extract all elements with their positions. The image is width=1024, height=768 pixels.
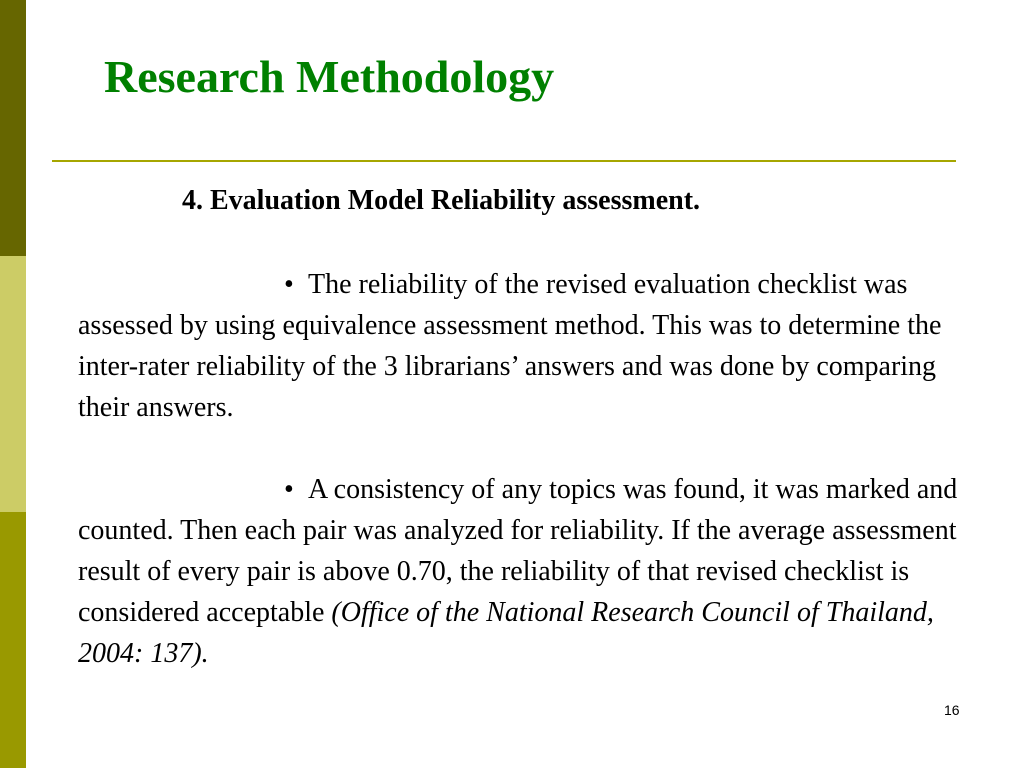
- paragraph-text: The reliability of the revised evaluation checklist was assessed by using equivalence assessment method. This was to determine the inter-rater reliability of the 3 librarians’ answers and was done by comparing their answers.: [78, 269, 942, 423]
- citation: (Office of the National Research Council of Thailand, 2004: 137).: [78, 597, 934, 669]
- slide-title: Research Methodology: [104, 51, 555, 102]
- paragraph-text: A consistency of any topics was found, it was marked and counted. Then each pair was analyzed for reliability. If the average assessment result of every pair is above 0.70, the reliability of that revised checklist is considered acceptable: [78, 474, 958, 628]
- bullet-icon: •: [284, 474, 294, 505]
- title-divider: [52, 160, 956, 162]
- paragraph-reliability: [78, 264, 993, 428]
- bullet-icon: •: [284, 269, 294, 300]
- sidebar-band-top: [0, 0, 26, 256]
- paragraph-consistency: [78, 469, 993, 674]
- sidebar-band-middle: [0, 256, 26, 512]
- sidebar-band-bottom: [0, 512, 26, 768]
- section-heading: 4. Evaluation Model Reliability assessment.: [182, 185, 701, 216]
- page-number: 16: [944, 702, 960, 718]
